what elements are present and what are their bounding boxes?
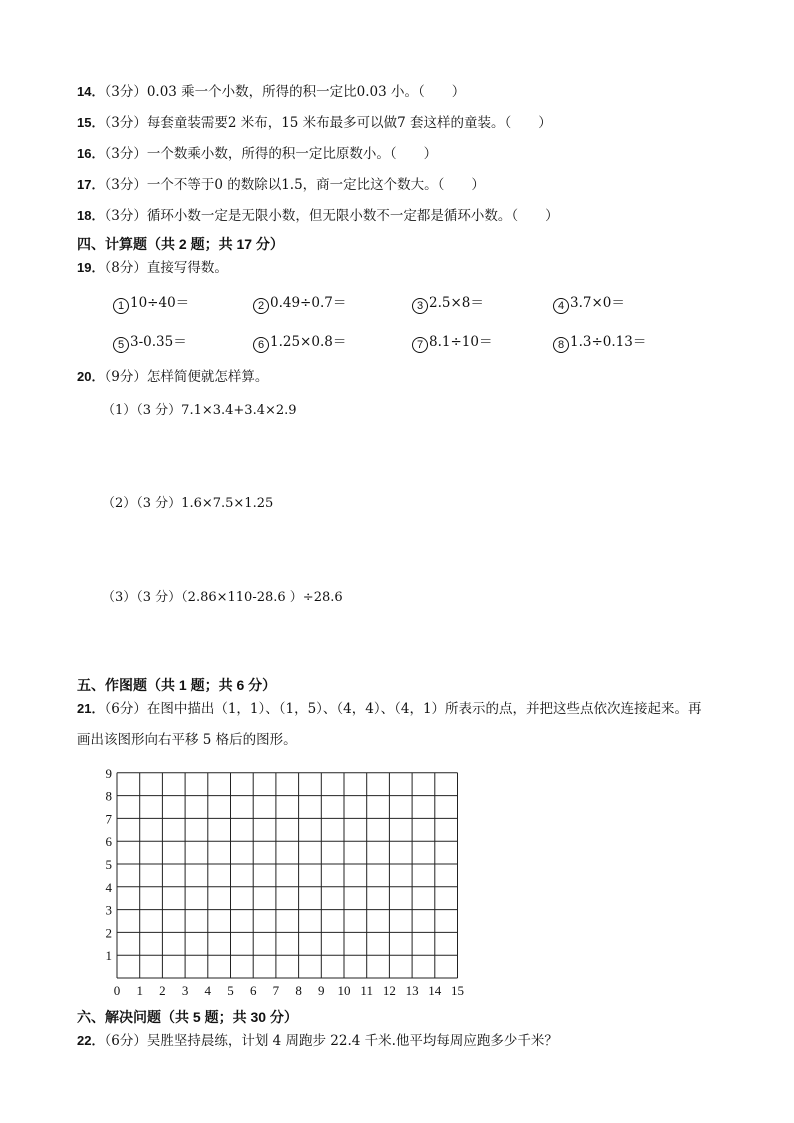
question-22 [77, 1032, 558, 1050]
calc-item [113, 291, 189, 314]
y-tick-label: 4 [105, 879, 112, 895]
question-text: 每套童装需要2 米布，15 米布最多可以做7 套这样的童装。（ ） [146, 115, 552, 131]
question-14 [77, 83, 465, 101]
question-20 [77, 368, 268, 386]
x-tick-label: 11 [360, 983, 373, 998]
question-text: 吴胜坚持晨练，计划 4 周跑步 22.4 千米.他平均每周应跑多少千米？ [146, 1033, 558, 1049]
circled-number: 2 [253, 298, 269, 314]
question-score: （6分） [104, 1033, 147, 1049]
question-number: 16． [77, 146, 105, 161]
x-tick-label: 4 [204, 983, 212, 998]
x-tick-label: 15 [451, 983, 464, 998]
y-tick-label: 7 [105, 811, 112, 827]
calc-expression: 1.25×0.8＝ [270, 334, 347, 350]
question-text-line1: 在图中描出（1，1）、（1，5）、（4，4）、（4，1）所表示的点，并把这些点依次连接起来。再 [146, 701, 702, 717]
question-text: 怎样简便就怎样算。 [146, 369, 269, 385]
question-number: 18． [77, 208, 105, 223]
q20-part-3: （3）（3 分）（2.86×110-28.6 ）÷28.6 [102, 590, 343, 605]
question-text: 0.03 乘一个小数，所得的积一定比0.03 小。（ ） [146, 84, 466, 100]
question-21-line2: 画出该图形向右平移 5 格后的图形。 [77, 732, 297, 748]
question-text: 循环小数一定是无限小数，但无限小数不一定都是循环小数。（ ） [146, 208, 559, 224]
calc-item [253, 291, 346, 314]
calc-item [412, 330, 492, 353]
circled-number: 1 [113, 298, 129, 314]
question-score: （3分） [104, 208, 147, 224]
question-text: 一个不等于0 的数除以1.5，商一定比这个数大。（ ） [146, 177, 485, 193]
calc-item [253, 330, 346, 353]
question-number: 15． [77, 115, 105, 130]
circled-number: 5 [113, 337, 129, 353]
q20-part-1: （1）（3 分）7.1×3.4+3.4×2.9 [102, 403, 297, 418]
section-heading-drawing: 五、作图题（共 1 题；共 6 分） [77, 677, 277, 693]
x-tick-label: 12 [382, 983, 396, 998]
circled-number: 3 [412, 298, 428, 314]
question-number: 14． [77, 84, 105, 99]
calc-item [113, 330, 187, 353]
question-21 [77, 700, 702, 718]
question-16 [77, 145, 437, 163]
calc-expression: 2.5×8＝ [429, 295, 484, 311]
calc-expression: 8.1÷10＝ [429, 334, 493, 350]
x-tick-label: 7 [272, 983, 280, 998]
coordinate-grid [95, 760, 475, 1000]
question-score: （3分） [104, 84, 147, 100]
calc-item [553, 330, 646, 353]
question-score: （8分） [104, 260, 147, 276]
x-tick-label: 1 [136, 983, 143, 998]
question-17 [77, 176, 485, 194]
circled-number: 6 [253, 337, 269, 353]
y-tick-label: 8 [105, 788, 112, 804]
circled-number: 8 [553, 337, 569, 353]
question-number: 17． [77, 177, 105, 192]
question-18 [77, 207, 559, 225]
calc-expression: 10÷40＝ [130, 295, 190, 311]
x-tick-label: 3 [181, 983, 189, 998]
x-tick-label: 2 [159, 983, 166, 998]
question-number: 21． [77, 701, 105, 716]
question-score: （3分） [104, 115, 147, 131]
question-19 [77, 259, 228, 277]
question-score: （3分） [104, 177, 147, 193]
x-tick-label: 10 [337, 983, 351, 998]
y-tick-label: 6 [105, 834, 112, 850]
x-tick-label: 13 [405, 983, 419, 998]
calc-expression: 3-0.35＝ [130, 334, 187, 350]
question-number: 19． [77, 260, 105, 275]
circled-number: 4 [553, 298, 569, 314]
section-heading-calculation: 四、计算题（共 2 题；共 17 分） [77, 236, 284, 252]
circled-number: 7 [412, 337, 428, 353]
calc-item [412, 291, 484, 314]
y-tick-label: 9 [105, 765, 112, 781]
question-score: （3分） [104, 146, 147, 162]
x-tick-label: 5 [227, 983, 234, 998]
x-tick-label: 8 [295, 983, 302, 998]
question-15 [77, 114, 552, 132]
y-tick-label: 2 [105, 925, 112, 941]
question-text: 直接写得数。 [146, 260, 228, 276]
q20-part-2: （2）（3 分）1.6×7.5×1.25 [102, 496, 274, 511]
x-tick-label: 6 [249, 983, 257, 998]
question-score: （6分） [104, 701, 147, 717]
x-tick-label: 9 [318, 983, 325, 998]
calc-expression: 3.7×0＝ [570, 295, 625, 311]
y-tick-label: 5 [105, 857, 112, 872]
calc-expression: 1.3÷0.13＝ [570, 334, 647, 350]
calc-item [553, 291, 625, 314]
y-tick-label: 3 [105, 902, 112, 918]
question-number: 20． [77, 369, 105, 384]
y-tick-label: 1 [105, 948, 112, 964]
x-tick-label: 0 [113, 983, 121, 998]
question-text: 一个数乘小数，所得的积一定比原数小。（ ） [146, 146, 438, 162]
section-heading-problems: 六、解决问题（共 5 题；共 30 分） [77, 1009, 298, 1025]
calc-expression: 0.49÷0.7＝ [270, 295, 347, 311]
question-number: 22． [77, 1033, 105, 1048]
x-tick-label: 14 [428, 983, 442, 998]
question-score: （9分） [104, 369, 147, 385]
